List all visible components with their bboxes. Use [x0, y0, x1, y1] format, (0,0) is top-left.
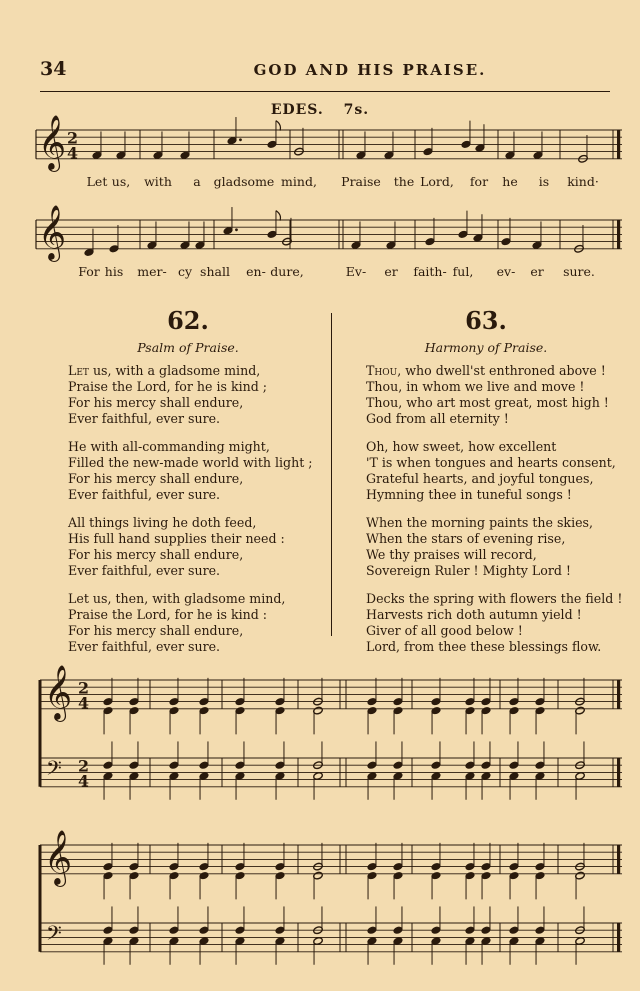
lyric-syllable: en- — [246, 264, 266, 279]
lyric-syllable: shall — [200, 264, 230, 279]
lyric-syllable: Ev- — [345, 264, 367, 279]
lyric-syllable: Lord, — [420, 174, 454, 189]
lyric-syllable: sure. — [563, 264, 595, 279]
treble-clef: 𝄞 — [38, 205, 67, 261]
lyric-syllable: Let — [86, 174, 108, 189]
lyric-syllable: mer- — [137, 264, 167, 279]
lyric-syllable: er — [384, 264, 398, 279]
hymn-number: 62. — [167, 306, 209, 335]
verse-line: Hymning thee in tuneful songs ! — [366, 487, 572, 502]
verse-line: Thou, who art most great, most high ! — [366, 395, 609, 410]
melody-staff-2 — [0, 205, 640, 272]
running-title: GOD AND HIS PRAISE. — [253, 61, 487, 79]
stanza — [366, 439, 626, 503]
final-bar — [617, 680, 620, 709]
verse-line: For his mercy shall endure, — [68, 623, 244, 638]
stanza — [68, 439, 328, 503]
stanza — [366, 515, 626, 579]
stanza — [68, 363, 328, 427]
verse-line: For his mercy shall endure, — [68, 471, 244, 486]
page-number: 34 — [40, 58, 67, 80]
verse-line: 'T is when tongues and hearts consent, — [366, 455, 616, 470]
lyric-syllable: ev- — [496, 264, 516, 279]
verse-line: Let us, with a gladsome mind, — [68, 363, 261, 378]
verse-line: Ever faithful, ever sure. — [68, 487, 221, 502]
note-dot — [239, 138, 242, 141]
lyric-syllable: he — [502, 174, 518, 189]
bass-clef: 𝄢 — [46, 755, 62, 785]
verse-line: God from all eternity ! — [366, 411, 509, 426]
lyric-syllable: is — [538, 174, 550, 189]
final-bar — [617, 220, 620, 249]
verse-line: For his mercy shall endure, — [68, 547, 244, 562]
time-signature-top: 2 — [67, 128, 79, 148]
time-signature-top: 2 — [78, 756, 90, 776]
lyric-syllable: For — [78, 264, 100, 279]
tune-meter: 7s. — [343, 102, 370, 118]
hymn-62 — [68, 308, 328, 667]
harmony-system-1 — [0, 665, 640, 820]
verse-line: Oh, how sweet, how excellent — [366, 439, 557, 454]
lyric-syllable: er — [530, 264, 544, 279]
stanza — [68, 591, 328, 655]
bass-clef: 𝄢 — [46, 920, 62, 950]
verse-line: His full hand supplies their need : — [68, 531, 285, 546]
treble-clef: 𝄞 — [38, 115, 67, 171]
verse-line: Decks the spring with flowers the field ! — [366, 591, 623, 606]
melody-staff-1 — [0, 115, 640, 182]
hymn-subtitle: Psalm of Praise. — [137, 340, 239, 355]
tune-name: EDES. — [270, 102, 324, 118]
lyric-syllable: dure, — [270, 264, 304, 279]
lyric-syllable: us, — [111, 174, 131, 189]
verse-line: Grateful hearts, and joyful tongues, — [366, 471, 594, 486]
time-signature-top: 2 — [78, 678, 90, 698]
lyric-syllable: with — [144, 174, 172, 189]
hymn-subtitle: Harmony of Praise. — [424, 340, 548, 355]
time-signature-bottom: 4 — [78, 771, 90, 791]
treble-clef: 𝄞 — [44, 830, 73, 886]
lyric-syllable: the — [393, 174, 415, 189]
verse-line: Thou, who dwell'st enthroned above ! — [366, 363, 606, 378]
verse-line: When the morning paints the skies, — [366, 515, 594, 530]
verse-line: When the stars of evening rise, — [366, 531, 566, 546]
tune-heading — [0, 102, 640, 118]
verse-line: Filled the new-made world with light ; — [68, 455, 313, 470]
verse-line: Ever faithful, ever sure. — [68, 563, 221, 578]
header-rule — [40, 91, 610, 92]
hymn-63 — [366, 308, 626, 667]
verse-line: Thou, in whom we live and move ! — [366, 379, 585, 394]
stanza — [366, 363, 626, 427]
final-bar — [617, 923, 620, 952]
stanza — [366, 591, 626, 655]
final-bar — [617, 758, 620, 787]
column-divider — [331, 313, 332, 636]
lyric-syllable: ful, — [452, 264, 474, 279]
verse-line: Sovereign Ruler ! Mighty Lord ! — [366, 563, 571, 578]
verse-line: We thy praises will record, — [366, 547, 537, 562]
verse-line: For his mercy shall endure, — [68, 395, 244, 410]
verse-line: All things living he doth feed, — [68, 515, 257, 530]
final-bar — [617, 130, 620, 159]
note-flag — [276, 211, 281, 221]
verse-line: Giver of all good below ! — [366, 623, 523, 638]
verse-line: Harvests rich doth autumn yield ! — [366, 607, 582, 622]
lyric-syllable: mind, — [281, 174, 317, 189]
lyric-syllable: kind· — [567, 174, 599, 189]
note-flag — [276, 121, 281, 131]
treble-clef: 𝄞 — [44, 665, 73, 721]
verse-line: He with all-commanding might, — [68, 439, 270, 454]
verse-line: Ever faithful, ever sure. — [68, 639, 221, 654]
lyric-syllable: gladsome — [213, 174, 275, 189]
time-signature-bottom: 4 — [67, 143, 79, 163]
time-signature-bottom: 4 — [78, 693, 90, 713]
note-dot — [235, 228, 238, 231]
verse-line: Let us, then, with gladsome mind, — [68, 591, 286, 606]
final-bar — [617, 845, 620, 874]
hymn-number: 63. — [465, 306, 507, 335]
verse-line: Ever faithful, ever sure. — [68, 411, 221, 426]
lyric-syllable: cy — [177, 264, 193, 279]
verse-line: Praise the Lord, for he is kind ; — [68, 379, 268, 394]
lyric-syllable: his — [104, 264, 124, 279]
verse-line: Lord, from thee these blessings flow. — [366, 639, 602, 654]
lyric-syllable: a — [193, 174, 201, 189]
lyric-syllable: for — [469, 174, 489, 189]
harmony-system-2 — [0, 830, 640, 985]
stanza — [68, 515, 328, 579]
lyric-syllable: Praise — [341, 174, 381, 189]
verse-line: Praise the Lord, for he is kind : — [68, 607, 268, 622]
lyric-syllable: faith- — [413, 264, 447, 279]
